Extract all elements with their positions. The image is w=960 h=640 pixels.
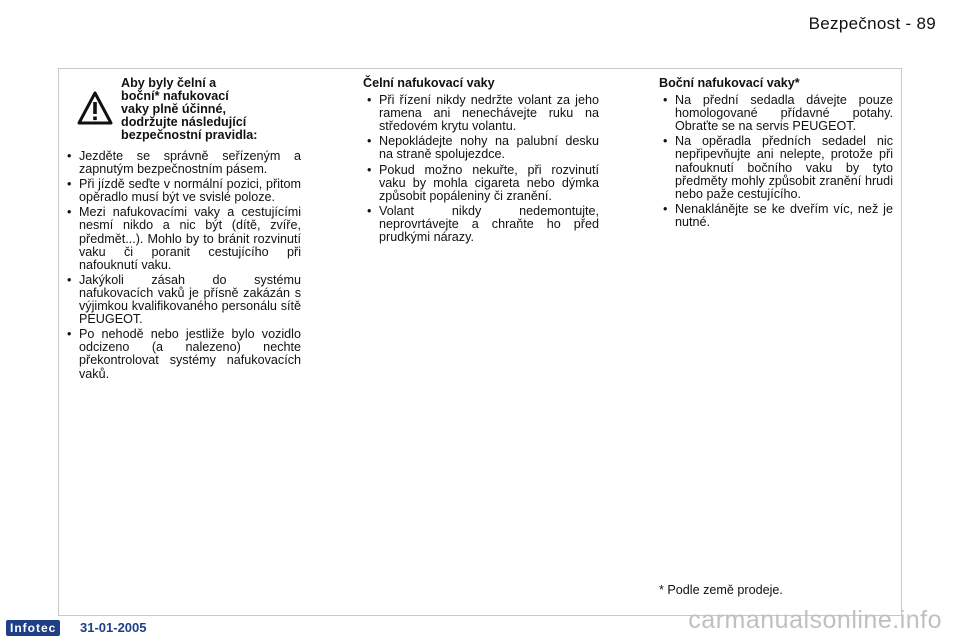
content-panel	[58, 68, 902, 616]
section-title: Boční nafukovací vaky*	[659, 76, 800, 90]
infotec-logo: Infotec	[6, 620, 60, 636]
warning-block	[63, 76, 301, 142]
list-item: • Pokud možno nekuřte, při rozvinutí vaku by mohla cigareta nebo dýmka způsobit popáleniny či zranění.	[363, 164, 599, 203]
list-item: • Nenaklánějte se ke dveřím víc, než je nutné.	[659, 203, 893, 229]
list-item: • Na přední sedadla dávejte pouze homologované přídavné potahy. Obraťte se na servis PEUGEOT.	[659, 94, 893, 133]
page-title: Bezpečnost - 89	[808, 14, 936, 33]
watermark: carmanualsonline.info	[688, 606, 942, 634]
list-item: • Na opěradla předních sedadel nic nepřipevňujte ani nelepte, protože při nafouknutí bočního vaku by tyto předměty mohly způsobit zranění hrudi nebo paže cestujícího.	[659, 135, 893, 200]
list-item: • Po nehodě nebo jestliže bylo vozidlo odcizeno (a nalezeno) nechte překontrolovat systémy nafukovacích vaků.	[63, 328, 301, 380]
list-item: • Volant nikdy nedemontujte, neprovrtávejte a chraňte ho před prudkými nárazy.	[363, 205, 599, 244]
general-rules-list	[63, 150, 301, 381]
column-general-rules	[63, 77, 301, 383]
list-item: • Při jízdě seďte v normální pozici, přitom opěradlo musí být ve svislé poloze.	[63, 178, 301, 204]
footer-date: 31-01-2005	[80, 620, 147, 635]
side-airbags-list	[659, 94, 893, 229]
warning-title: Aby byly čelní a boční* nafukovací vaky plně účinné, dodržujte následující bezpečnostní pravidla:	[121, 76, 258, 142]
list-item: • Mezi nafukovacími vaky a cestujícími nesmí nikdo a nic být (dítě, zvíře, předmět...). Mohlo by to bránit rozvinutí vaku či poranit cestujícího při nafouknutí vaku.	[63, 206, 301, 271]
footnote: * Podle země prodeje.	[659, 583, 783, 597]
list-item: • Při řízení nikdy nedržte volant za jeho ramena ani nenechávejte ruku na středovém krytu volantu.	[363, 94, 599, 133]
list-item: • Nepokládejte nohy na palubní desku na straně spolujezdce.	[363, 135, 599, 161]
list-item: • Jezděte se správně seřízeným a zapnutým bezpečnostním pásem.	[63, 150, 301, 176]
list-item: • Jakýkoli zásah do systému nafukovacích vaků je přísně zakázán s výjimkou kvalifikovaného personálu sítě PEUGEOT.	[63, 274, 301, 326]
column-side-airbags	[659, 77, 893, 231]
warning-triangle-icon	[77, 91, 113, 125]
column-front-airbags	[363, 77, 599, 246]
front-airbags-list	[363, 94, 599, 244]
section-title: Čelní nafukovací vaky	[363, 76, 495, 90]
